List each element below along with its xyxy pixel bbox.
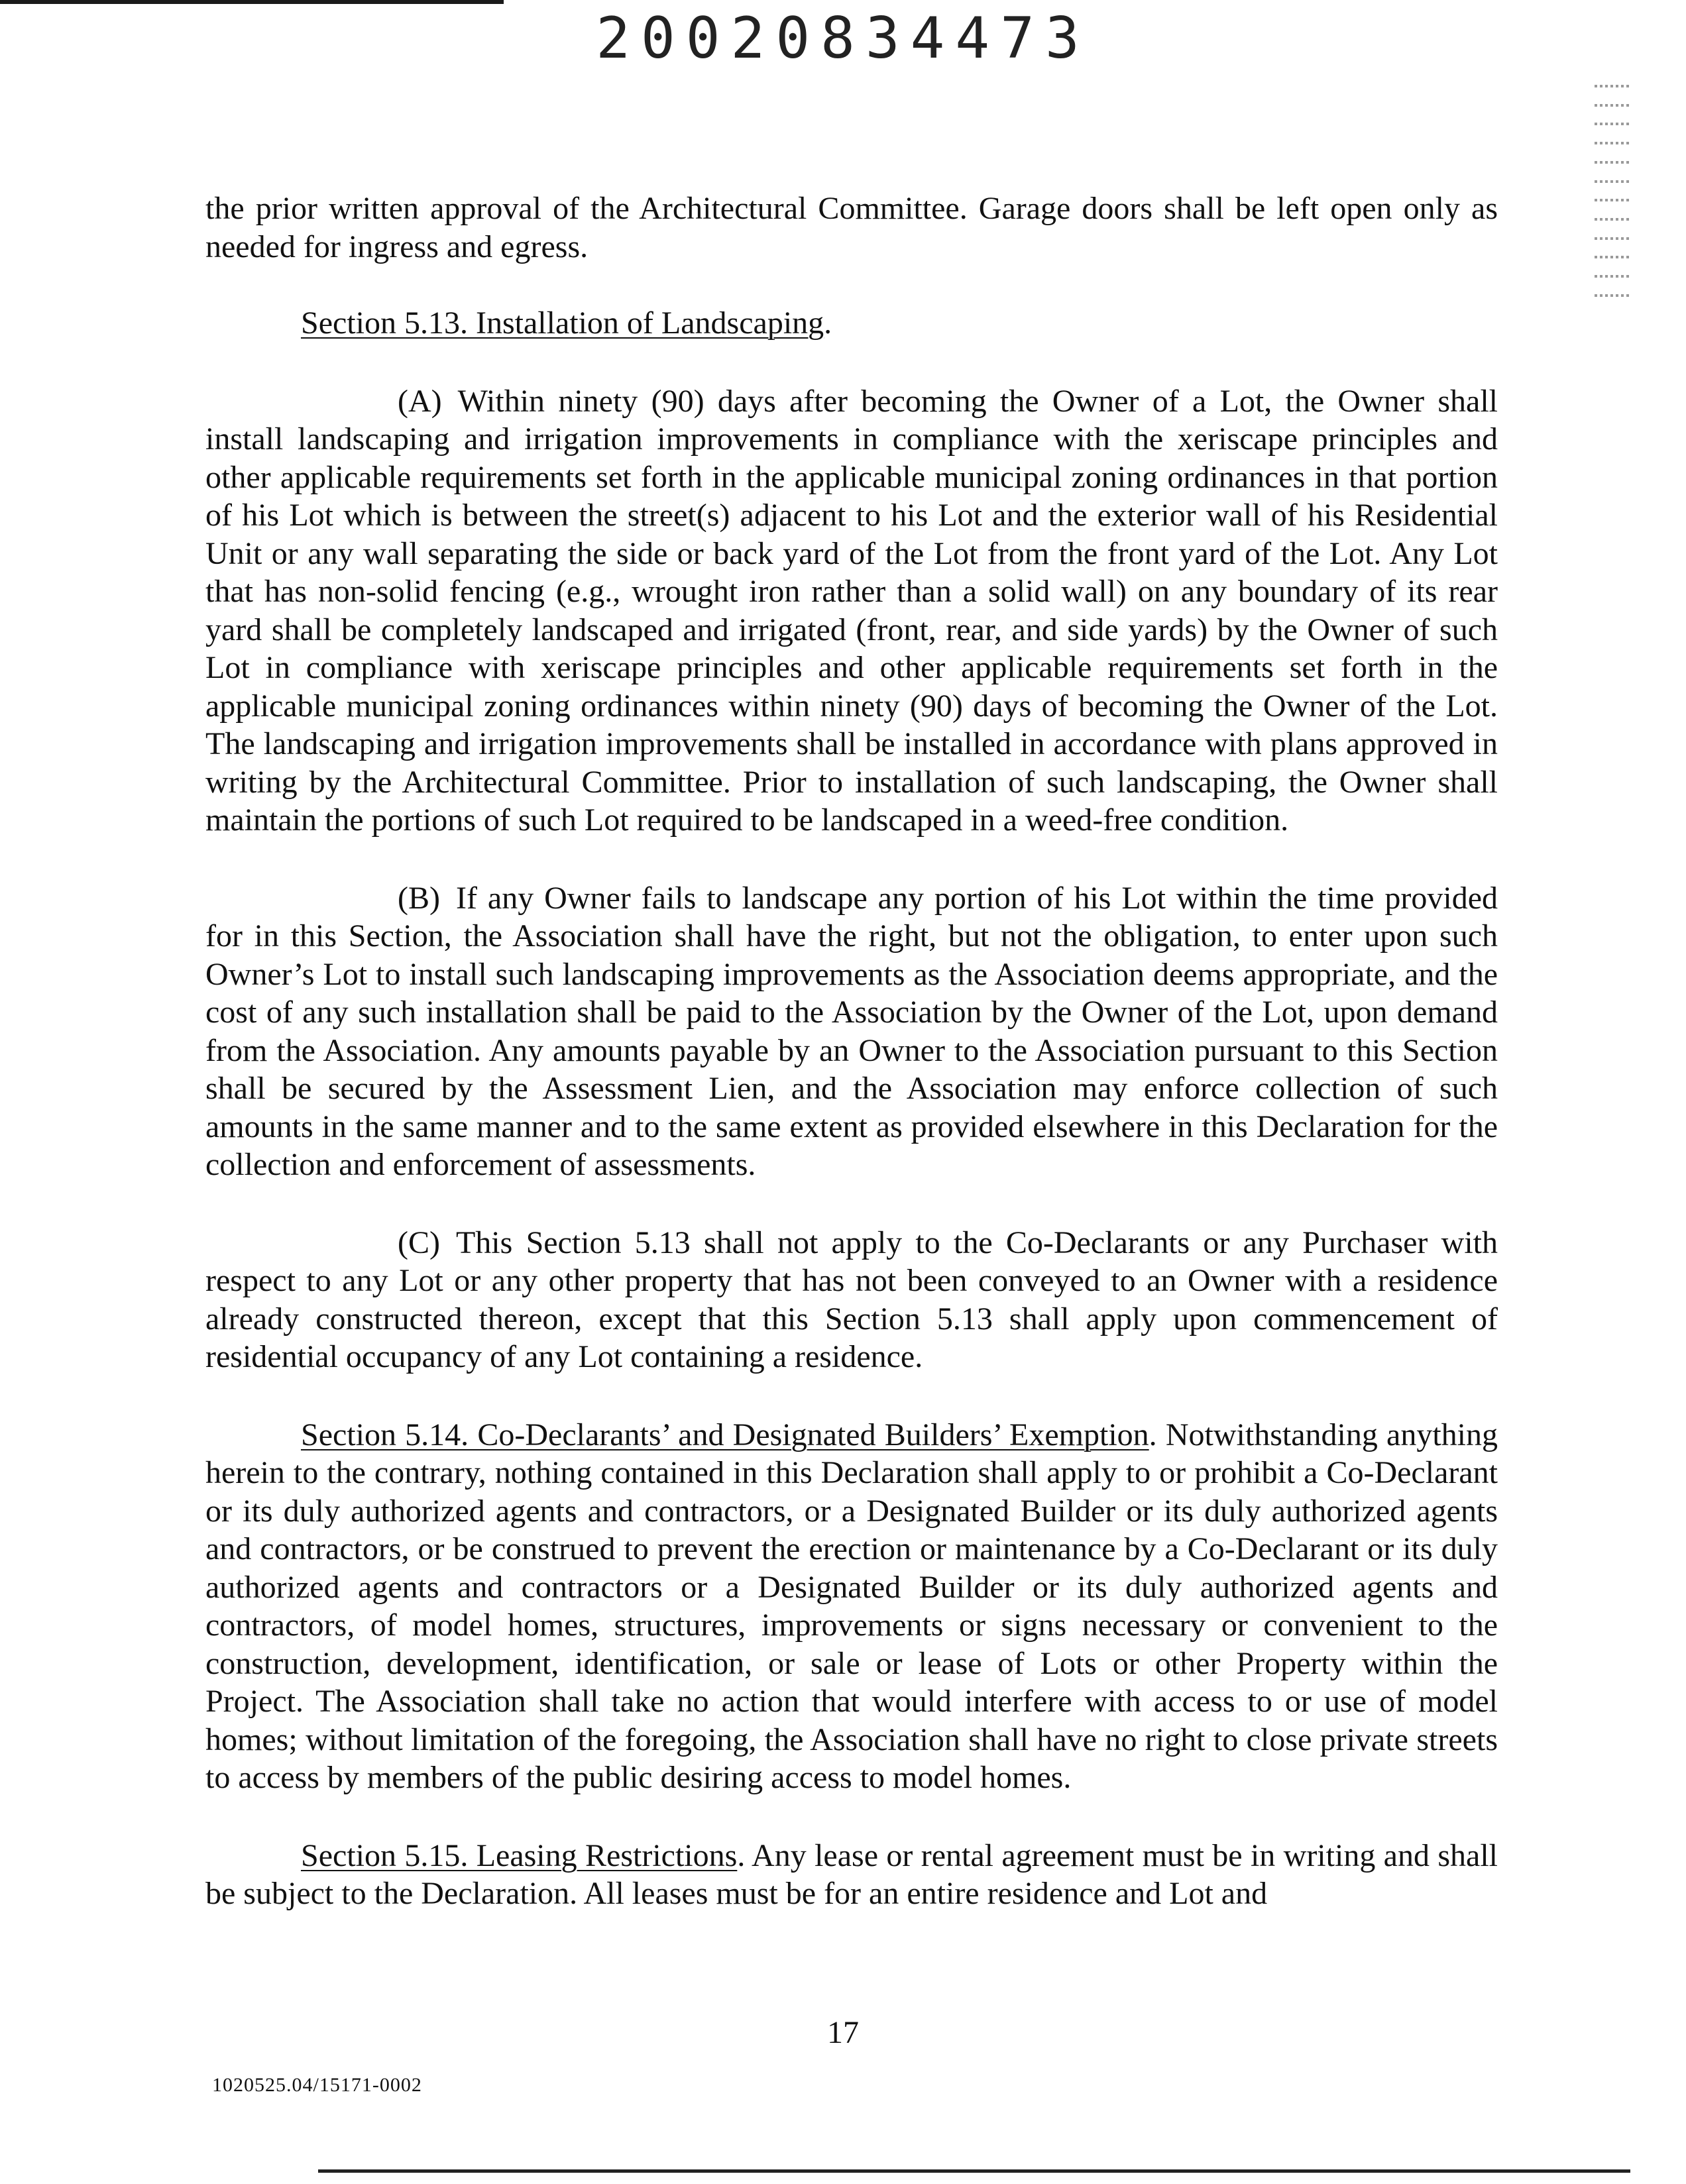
top-scan-rule bbox=[0, 0, 504, 4]
para-c-label: (C) bbox=[398, 1225, 440, 1260]
recording-number: 20020834473 bbox=[596, 5, 1090, 72]
para-a-label: (A) bbox=[398, 383, 442, 419]
section-5-14-text: Notwithstanding anything herein to the contrary, nothing contained in this Declaration shall apply to or prohibit a Co-Declarant or its duly authorized agents and contractors, or a Designated Builder or its duly authorized agents and contractors, or be construed to prevent the erection or maintenance by a Co-Declarant or its duly authorized agents and contractors or a Designated Builder or its duly authorized agents and contractors, of model homes, structures, improvements or signs necessary or convenient to the construction, development, identification, or sale or lease of Lots or other Property within the Project. The Association shall take no action that would interfere with access to or use of model homes; without limitation of the foregoing, the Association shall have no right to close private streets to access by members of the public desiring access to model homes. bbox=[205, 1417, 1498, 1795]
intro-paragraph: the prior written approval of the Architectural Committee. Garage doors shall be left open only as needed for ingress and egress. bbox=[205, 191, 1498, 264]
section-5-13-para-c bbox=[205, 1224, 1498, 1376]
section-5-13-para-a bbox=[205, 382, 1498, 840]
margin-stamp-mark bbox=[1595, 85, 1630, 297]
para-b-text: If any Owner fails to landscape any portion of his Lot within the time provided for in this Section, the Association shall have the right, but not the obligation, to enter upon such Owner’s Lot to install such landscaping improvements as the Association deems appropriate, and the cost of any such installation shall be paid to the Association by the Owner of the Lot, upon demand from the Association. Any amounts payable by an Owner to the Association pursuant to this Section shall be secured by the Assessment Lien, and the Association may enforce collection of such amounts in the same manner and to the same extent as provided elsewhere in this Declaration for the collection and enforcement of assessments. bbox=[205, 880, 1498, 1182]
section-5-13-heading: Section 5.13. Installation of Landscaping bbox=[301, 305, 824, 341]
section-5-15-heading: Section 5.15. Leasing Restrictions bbox=[301, 1837, 738, 1873]
bottom-scan-rule bbox=[318, 2169, 1630, 2173]
section-5-13-heading-punct: . bbox=[824, 305, 832, 341]
section-5-13-para-b bbox=[205, 879, 1498, 1184]
para-b-label: (B) bbox=[398, 880, 440, 916]
section-5-15-paragraph bbox=[205, 1837, 1498, 1913]
section-5-14-heading-punct: . bbox=[1149, 1417, 1157, 1452]
para-a-text: Within ninety (90) days after becoming the Owner of a Lot, the Owner shall install landscaping and irrigation improvements in compliance with the xeriscape principles and other applicable requirements set forth in the applicable municipal zoning ordinances in that portion of his Lot which is between the street(s) adjacent to his Lot and the exterior wall of his Residential Unit or any wall separating the side or back yard of the Lot from the front yard of the Lot. Any Lot that has non-solid fencing (e.g., wrought iron rather than a solid wall) on any boundary of its rear yard shall be completely landscaped and irrigated (front, rear, and side yards) by the Owner of such Lot in compliance with xeriscape principles and other applicable requirements set forth in the applicable municipal zoning ordinances within ninety (90) days of becoming the Owner of the Lot. The landscaping and irrigation improvements shall be installed in accordance with plans approved in writing by the Architectural Committee. Prior to installation of such landscaping, the Owner shall maintain the portions of such Lot required to be landscaped in a weed-free condition. bbox=[205, 383, 1498, 838]
section-5-13-heading-line bbox=[205, 304, 1498, 343]
section-5-14-paragraph bbox=[205, 1416, 1498, 1797]
section-5-14-heading: Section 5.14. Co-Declarants’ and Designated Builders’ Exemption bbox=[301, 1417, 1149, 1452]
section-5-15-heading-punct: . bbox=[737, 1837, 746, 1873]
page-body bbox=[205, 190, 1498, 1913]
page-number: 17 bbox=[827, 2015, 859, 2050]
section-5-15-text: Any lease or rental agreement must be in writing and shall be subject to the Declaration. All leases must be for an entire residence and Lot and bbox=[205, 1837, 1498, 1911]
para-c-text: This Section 5.13 shall not apply to the Co-Declarants or any Purchaser with respect to any Lot or any other property that has not been conveyed to an Owner with a residence already constructed thereon, except that this Section 5.13 shall apply upon commencement of residential occupancy of any Lot containing a residence. bbox=[205, 1225, 1498, 1374]
document-id: 1020525.04/15171-0002 bbox=[212, 2074, 422, 2096]
